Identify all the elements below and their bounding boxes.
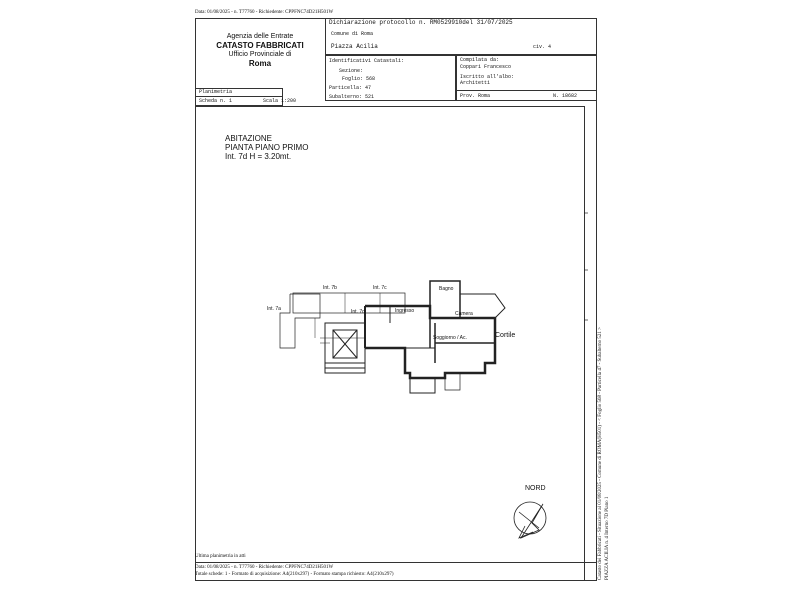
desc-floor: PIANTA PIANO PRIMO: [225, 143, 309, 152]
header-request-line: Data: 01/08/2025 - n. T77760 - Richiedente: CPPFNC74D21H501W: [195, 10, 334, 15]
label-camera: Camera: [455, 311, 473, 317]
sezione-field: Sezione:: [339, 68, 364, 74]
cadastral-sheet: [195, 18, 597, 581]
iscritto-label: Iscritto all'albo:: [460, 74, 515, 80]
address-civ: civ. 4: [533, 44, 552, 50]
address-street: Piazza Acilia: [331, 43, 378, 50]
floor-plan-drawing: [195, 18, 597, 581]
ufficio-label: Ufficio Provinciale di: [228, 51, 292, 58]
subalterno-field: Subalterno: 521: [329, 94, 375, 100]
compilata-name: Coppari Francesco: [460, 64, 512, 70]
north-arrow: [514, 502, 546, 538]
scheda-label: Scheda n. 1: [199, 98, 233, 104]
desc-interior-height: Int. 7d H = 3.20mt.: [225, 152, 292, 161]
footer-format-line: Totale schede: 1 - Formato di acquisizione: A4(210x297) - Formato stampa richiesto: A4(210x297): [195, 572, 394, 577]
label-bagno: Bagno: [439, 286, 454, 292]
compilata-title: Compilata da:: [460, 57, 500, 63]
comune-label: Comune di Roma: [331, 31, 374, 37]
label-soggiorno: Soggiorno / Ac.: [433, 335, 467, 341]
label-int7a: Int. 7a: [267, 306, 281, 312]
identificativi-title: Identificativi Catastali:: [329, 58, 405, 64]
label-cortile: Cortile: [495, 332, 516, 339]
footer-note: Ultima planimetria in atti: [195, 554, 246, 559]
particella-field: Particella: 47: [329, 85, 372, 91]
prov-value: Prov. Roma: [460, 93, 491, 99]
ufficio-city: Roma: [248, 59, 272, 68]
albo-value: Architetti: [460, 80, 491, 86]
agency-name: Agenzia delle Entrate: [226, 33, 294, 40]
catasto-title: CATASTO FABBRICATI: [216, 41, 304, 50]
scala-label: Scala 1:200: [263, 98, 297, 104]
label-int7c: Int. 7c: [373, 285, 387, 291]
side-text-address: PIAZZA ACILIA n. 4 Interno 7D Piano 1: [605, 496, 610, 580]
label-int7d: Int. 7d: [351, 309, 365, 315]
side-text-status: Catasto dei Fabbricati - Situazione al 01/08/2025 - Comune di ROMA(H501) - < Foglio 568 - Particella 47 - Subalterno 521 >: [598, 327, 603, 580]
planimetria-title: Planimetria: [199, 89, 233, 95]
north-label: NORD: [525, 485, 546, 492]
footer-request-line: Data: 01/08/2025 - n. T77760 - Richiedente: CPPFNC74D21H501W: [195, 565, 334, 570]
label-ingresso: Ingresso: [395, 308, 415, 314]
footer-divider: [195, 562, 597, 563]
dichiarazione-protocol: Dichiarazione protocollo n. RM0529910del 31/07/2025: [329, 19, 513, 26]
albo-number: N. 18682: [553, 93, 578, 99]
foglio-field: Foglio: 568: [342, 76, 376, 82]
label-int7b: Int. 7b: [323, 285, 337, 291]
desc-type: ABITAZIONE: [225, 134, 272, 143]
